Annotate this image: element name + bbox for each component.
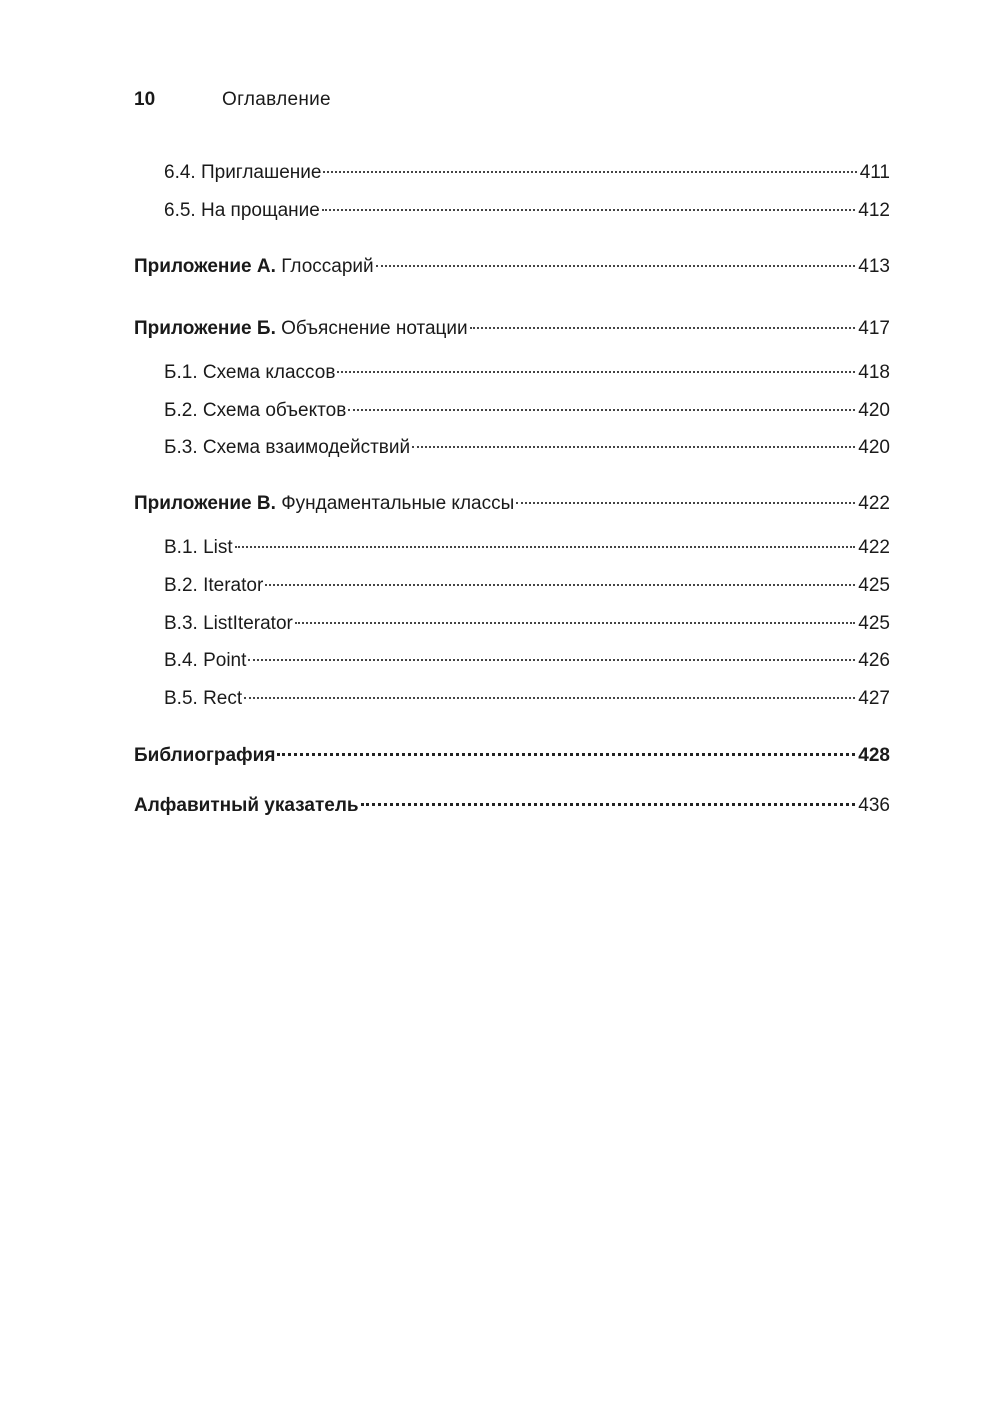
- toc-entry[interactable]: [164, 434, 890, 462]
- page-number: 10: [134, 89, 156, 110]
- toc-entry[interactable]: [164, 685, 890, 713]
- dot-leader: [235, 546, 856, 548]
- toc-entry[interactable]: [164, 572, 890, 600]
- dot-leader: [277, 753, 855, 756]
- toc-entry[interactable]: [164, 610, 890, 638]
- toc-entry-title: Глоссарий: [281, 256, 374, 277]
- toc-entry-prefix: Приложение Б.: [134, 318, 276, 339]
- toc-entry-title: Алфавитный указатель: [134, 795, 359, 816]
- toc-entry-title: В.4. Point: [164, 650, 247, 671]
- toc-entry-bibliography[interactable]: [134, 742, 890, 770]
- toc-entry-title: В.1. List: [164, 537, 233, 558]
- toc-page-number: 418: [858, 362, 890, 383]
- toc-page-number: 420: [858, 400, 890, 421]
- toc-entry-appendix-b[interactable]: [134, 315, 890, 343]
- toc-entry[interactable]: [164, 397, 890, 425]
- toc-entry-appendix-v[interactable]: [134, 490, 890, 518]
- toc-entry-title: Б.1. Схема классов: [164, 362, 336, 383]
- dot-leader: [322, 209, 855, 211]
- toc-entry-title: В.5. Rect: [164, 688, 243, 709]
- toc-page-number: 428: [858, 745, 890, 766]
- toc-entry-appendix-a[interactable]: [134, 253, 890, 281]
- dot-leader: [295, 622, 855, 624]
- toc-entry-title: Б.2. Схема объектов: [164, 400, 347, 421]
- toc-page-number: 425: [858, 575, 890, 596]
- toc-entry-prefix: Приложение А.: [134, 256, 276, 277]
- dot-leader: [361, 803, 856, 806]
- dot-leader: [323, 171, 856, 173]
- toc-page-number: 426: [858, 650, 890, 671]
- toc-entry-title: Объяснение нотации: [281, 318, 468, 339]
- toc-entry-title: 6.5. На прощание: [164, 200, 320, 221]
- toc-page-number: 420: [858, 437, 890, 458]
- toc-page-number: 417: [858, 318, 890, 339]
- dot-leader: [337, 371, 855, 373]
- toc-page-number: 422: [858, 537, 890, 558]
- running-head: [134, 86, 331, 114]
- dot-leader: [516, 502, 855, 504]
- toc-entry[interactable]: [164, 647, 890, 675]
- toc-entry-title: Б.3. Схема взаимодействий: [164, 437, 411, 458]
- toc-entry-title: Фундаментальные классы: [281, 493, 515, 514]
- toc-entry[interactable]: [164, 534, 890, 562]
- dot-leader: [412, 446, 855, 448]
- dot-leader: [470, 327, 856, 329]
- toc-entry[interactable]: [164, 197, 890, 225]
- toc-entry-title: В.2. Iterator: [164, 575, 264, 596]
- toc-entry-prefix: Приложение В.: [134, 493, 276, 514]
- toc-entry[interactable]: [164, 359, 890, 387]
- toc-page-number: 427: [858, 688, 890, 709]
- toc-entry[interactable]: [164, 159, 890, 187]
- toc-entry-title: 6.4. Приглашение: [164, 162, 322, 183]
- dot-leader: [376, 265, 856, 267]
- dot-leader: [248, 659, 855, 661]
- toc-page-number: 425: [858, 613, 890, 634]
- dot-leader: [244, 697, 855, 699]
- toc-page-number: 413: [858, 256, 890, 277]
- running-head-title: Оглавление: [222, 89, 331, 110]
- toc-page-number: 422: [858, 493, 890, 514]
- dot-leader: [348, 409, 855, 411]
- toc-entry-index[interactable]: [134, 792, 890, 820]
- toc-page-number: 412: [858, 200, 890, 221]
- toc-entry-title: В.3. ListIterator: [164, 613, 293, 634]
- toc-entry-title: Библиография: [134, 745, 276, 766]
- toc-page-number: 436: [858, 795, 890, 816]
- toc-page-number: 411: [859, 162, 890, 183]
- dot-leader: [265, 584, 855, 586]
